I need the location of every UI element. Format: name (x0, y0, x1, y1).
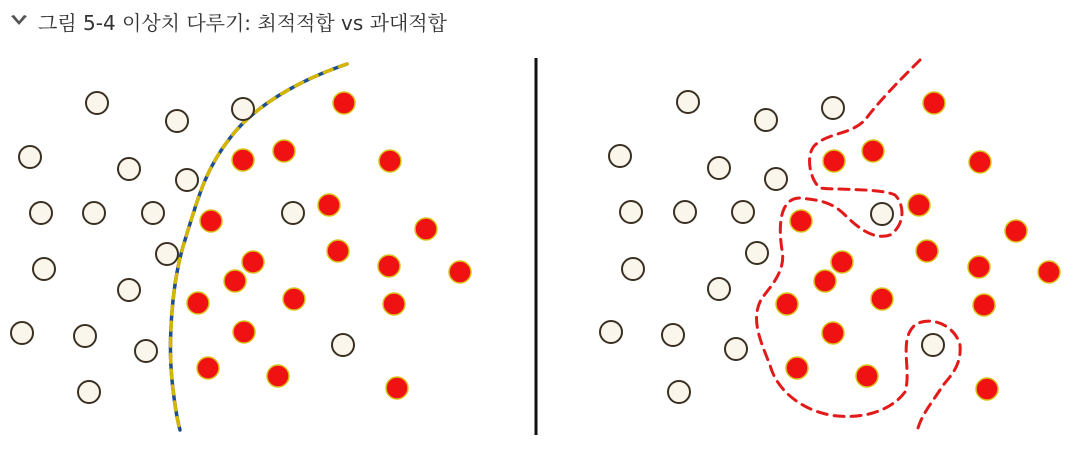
red-point (333, 92, 355, 114)
empty-point (755, 109, 777, 131)
red-point (449, 261, 471, 283)
red-point (831, 251, 853, 273)
empty-point (78, 381, 100, 403)
empty-point (746, 242, 768, 264)
empty-point (176, 169, 198, 191)
empty-point (282, 202, 304, 224)
optimal-boundary (171, 64, 347, 430)
empty-point (922, 334, 944, 356)
empty-point (622, 258, 644, 280)
empty-point (674, 201, 696, 223)
red-point (814, 270, 836, 292)
chevron-down-icon[interactable] (8, 10, 30, 32)
red-point (1005, 220, 1027, 242)
caption-text: 그림 5-4 이상치 다루기: 최적적합 vs 과대적합 (38, 10, 447, 35)
red-point (187, 292, 209, 314)
red-point (822, 322, 844, 344)
empty-point (708, 278, 730, 300)
red-point (232, 149, 254, 171)
empty-point (232, 98, 254, 120)
red-point (283, 288, 305, 310)
empty-point (332, 334, 354, 356)
red-point (200, 210, 222, 232)
red-point (790, 210, 812, 232)
empty-point (30, 202, 52, 224)
empty-point (11, 322, 33, 344)
empty-point (166, 110, 188, 132)
empty-point (620, 201, 642, 223)
red-point (273, 140, 295, 162)
empty-point (600, 321, 622, 343)
empty-point (19, 146, 41, 168)
outlier-diagram (0, 40, 1090, 456)
red-point (973, 294, 995, 316)
red-point (862, 140, 884, 162)
empty-point (33, 258, 55, 280)
red-point (776, 293, 798, 315)
empty-point (871, 203, 893, 225)
red-point (386, 377, 408, 399)
overfit-panel (600, 60, 1060, 428)
empty-point (677, 91, 699, 113)
red-point (968, 256, 990, 278)
red-point (267, 365, 289, 387)
empty-point (609, 145, 631, 167)
red-point (224, 270, 246, 292)
empty-point (83, 202, 105, 224)
empty-point (822, 97, 844, 119)
empty-point (662, 324, 684, 346)
empty-point (74, 325, 96, 347)
empty-point (668, 381, 690, 403)
red-point (823, 150, 845, 172)
red-point (318, 194, 340, 216)
red-point (1038, 261, 1060, 283)
optimal-boundary-base (171, 64, 347, 430)
red-point (871, 288, 893, 310)
red-point (908, 194, 930, 216)
red-point (856, 365, 878, 387)
empty-point (765, 168, 787, 190)
red-point (786, 357, 808, 379)
empty-point (135, 340, 157, 362)
red-point (378, 255, 400, 277)
empty-point (156, 243, 178, 265)
red-point (923, 92, 945, 114)
figure-caption (8, 4, 447, 38)
empty-point (725, 338, 747, 360)
red-point (976, 378, 998, 400)
empty-point (86, 92, 108, 114)
optimal-fit-panel (11, 64, 471, 430)
red-point (383, 293, 405, 315)
empty-point (118, 279, 140, 301)
empty-point (732, 201, 754, 223)
red-point (233, 321, 255, 343)
empty-point (118, 158, 140, 180)
red-point (969, 151, 991, 173)
red-point (916, 240, 938, 262)
empty-point (142, 202, 164, 224)
red-point (415, 218, 437, 240)
red-point (197, 357, 219, 379)
red-point (327, 240, 349, 262)
red-point (379, 150, 401, 172)
red-point (242, 251, 264, 273)
empty-point (708, 157, 730, 179)
